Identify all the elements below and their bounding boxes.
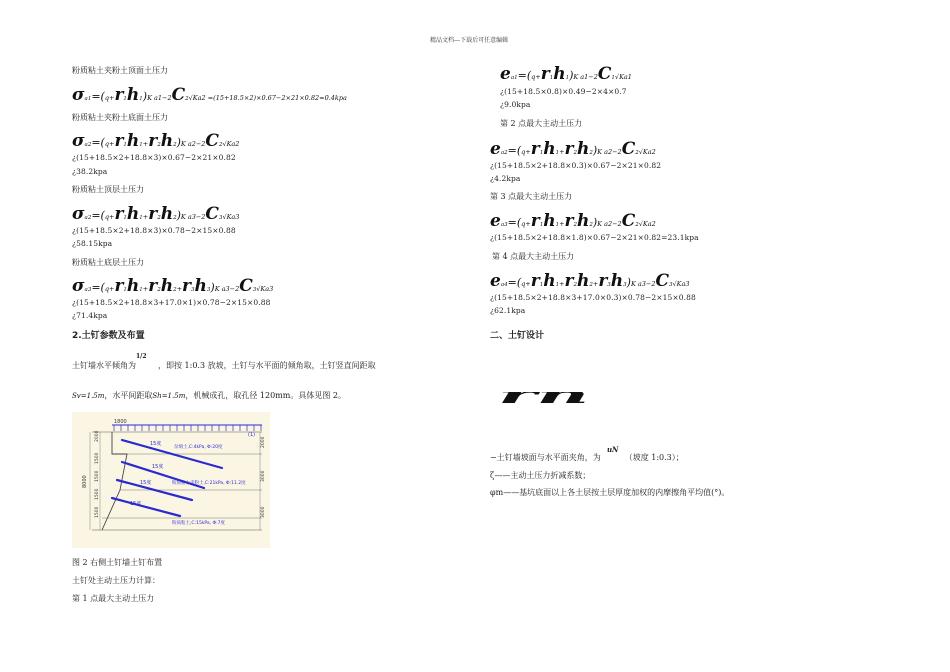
paragraph-point1: 第 1 点最大主动土压力 <box>72 594 155 603</box>
logo-text: rn <box>498 392 590 409</box>
heading-bottom-layer: 粉质粘土底层土压力 <box>72 258 144 267</box>
dim-1500b: 1500 <box>95 470 100 482</box>
dim-1500d: 1500 <box>95 506 100 518</box>
paragraph-phi: φm——基坑底面以上各土层按土层厚度加权的内摩擦角平均值(°)。 <box>490 488 730 497</box>
fraction: 1/2 <box>136 353 147 360</box>
paragraph-zeta: ζ——主动土压力折减系数； <box>490 471 591 480</box>
result-3: ¿71.4kpa <box>72 311 108 320</box>
result-1: ¿38.2kpa <box>72 167 108 176</box>
dim-right-3000a: 3000 <box>261 470 266 482</box>
dim-right-3000b: 3000 <box>261 506 266 518</box>
heading-top-pressure: 粉质粘土夹粉土顶面土压力 <box>72 66 168 75</box>
paragraph-slope-angle: −土钉墙坡面与水平面夹角，为uN（坡度 1:0.3）； <box>490 445 684 462</box>
calc-right-1: ¿(15+18.5×0.8)×0.49−2×4×0.7 <box>500 87 627 96</box>
heading-point2: 第 2 点最大主动土压力 <box>500 119 583 128</box>
figure-caption: 图 2 右侧土钉墙土钉布置 <box>72 558 163 567</box>
load-label: (1) <box>248 432 256 438</box>
calc-right-3: ¿(15+18.5×2+18.8×1.8)×0.67−2×21×0.82=23.1kpa <box>490 233 699 242</box>
dim-1500c: 1500 <box>95 488 100 500</box>
formula-sigma-a2: σa2=(q+r1h1+r2h2)K a2−2C2√Ka2 <box>72 131 240 151</box>
heading-bottom-pressure: 粉质粘土夹粉土底面土压力 <box>72 113 168 122</box>
dim-1800: 1800 <box>114 419 127 425</box>
dim-1500a: 1500 <box>95 452 100 464</box>
heading-point3: 第 3 点最大主动土压力 <box>490 192 573 201</box>
page-header: 精品文档---下载后可任意编辑 <box>430 37 509 44</box>
angle-label-3: 15度 <box>140 480 152 486</box>
calc-line-3: ¿(15+18.5×2+18.8×3+17.0×1)×0.78−2×15×0.88 <box>72 298 271 307</box>
dim-8000: 8000 <box>82 475 88 488</box>
result-right-4: ¿62.1kpa <box>490 306 526 315</box>
angle-label-4: 15度 <box>130 501 142 507</box>
paragraph-spacing: Sv=1.5m，水平间距取Sh=1.5m，机械成孔，取孔径 120mm。具体见图 2。 <box>72 391 346 400</box>
paragraph-calc: 土钉处主动土压力计算： <box>72 576 160 585</box>
paragraph-nail-params: 土钉墙水平倾角为1/2，即按 1:0.3 放坡，土钉与水平面的倾角取，土钉竖直间距取 <box>72 353 376 370</box>
calc-line-1: ¿(15+18.5×2+18.8×3)×0.67−2×21×0.82 <box>72 153 236 162</box>
formula-sigma-a2b: σa2=(q+r1h1+r2h2)K a3−2C3√Ka3 <box>72 204 240 224</box>
symbol-uN: uN <box>606 445 619 454</box>
formula-sigma-a1: σa1=(q+r1h1)K a1−2C2√Ka2 =(15+18.5×2)×0.67−2×21×0.82=0.4kpa <box>72 85 347 105</box>
heading-top-layer: 粉质粘土顶层土压力 <box>72 185 144 194</box>
formula-sigma-a3: σa3=(q+r1h1+r2h2+r3h3)K a3−2C3√Ka3 <box>72 276 274 296</box>
result-2: ¿58.15kpa <box>72 239 113 248</box>
angle-label-1: 15度 <box>150 441 162 447</box>
heading-point4: 第 4 点最大主动土压力 <box>492 252 575 261</box>
formula-ea3: ea3=(q+r1h1+r2h2)K a2−2C2√Ka2 <box>490 211 656 231</box>
eta-logo <box>498 392 643 424</box>
result-right-1: ¿9.0kpa <box>500 100 531 109</box>
nail-layout-figure <box>72 412 270 548</box>
formula-ea2: ea2=(q+r1h1+r2h2)K a2−2C2√Ka2 <box>490 139 656 159</box>
soil-label-1: 杂填土,C:4kPa, Φ:20度 <box>174 445 223 450</box>
calc-right-2: ¿(15+18.5×2+18.8×0.3)×0.67−2×21×0.82 <box>490 161 662 170</box>
soil-label-3: 粉质粘土,C:15kPa, Φ:7度 <box>172 521 225 526</box>
calc-line-2: ¿(15+18.5×2+18.8×3)×0.78−2×15×0.88 <box>72 226 236 235</box>
section-heading-nail-design: 二、土钉设计 <box>490 331 545 341</box>
result-right-2: ¿4.2kpa <box>490 174 521 183</box>
angle-label-2: 15度 <box>152 464 164 470</box>
dim-2000: 2000 <box>95 430 100 442</box>
calc-right-4: ¿(15+18.5×2+18.8×3+17.0×0.3)×0.78−2×15×0.88 <box>490 293 696 302</box>
section-heading-2: 2.土钉参数及布置 <box>72 331 145 341</box>
soil-label-2: 粉质粘土夹粉土,C:21kPa, Φ:11.2度 <box>172 481 246 486</box>
formula-ea1: ea1=(q+r1h1)K a1−2C1√Ka1 <box>500 64 632 84</box>
dim-right-2000: 2000 <box>261 436 266 448</box>
formula-ea4: ea4=(q+r1h1+r2h2+r3h3)K a3−2C3√Ka3 <box>490 271 690 291</box>
